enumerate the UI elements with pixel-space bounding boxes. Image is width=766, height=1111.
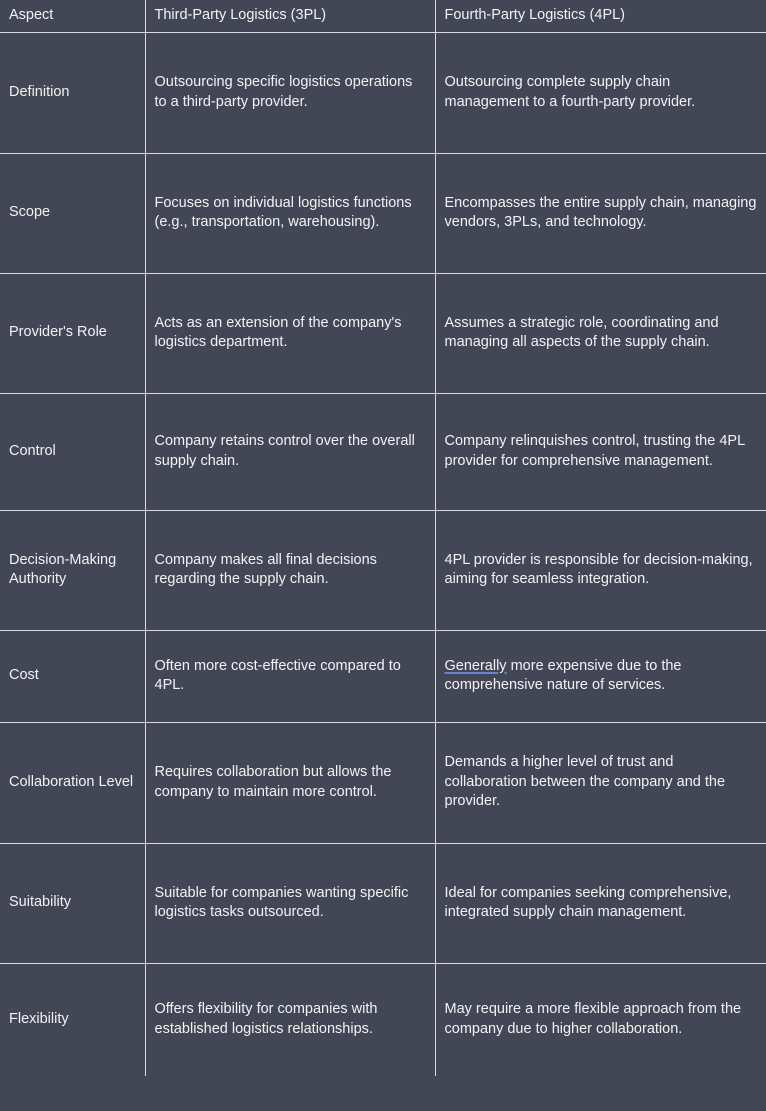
column-header-aspect-label: Aspect (9, 7, 54, 23)
cell-3pl-providers-role (145, 273, 435, 393)
column-header-aspect (0, 0, 145, 32)
row-aspect-decision-making-authority (0, 510, 145, 630)
row-aspect-flexibility (0, 963, 145, 1076)
row-aspect-suitability (0, 843, 145, 963)
cell-text: Requires collaboration but allows the company to maintain more control. (154, 764, 392, 800)
cell-3pl-cost (145, 630, 435, 722)
cell-4pl-providers-role (435, 273, 766, 393)
cell-text (445, 657, 758, 696)
table-row (0, 510, 766, 630)
cell-4pl-flexibility (435, 963, 766, 1076)
cell-3pl-collaboration-level (145, 722, 435, 843)
cell-text: Often more cost-effective compared to 4PL. (154, 657, 401, 694)
cell-4pl-definition (435, 32, 766, 153)
aspect-label: Scope (9, 204, 51, 221)
table-row (0, 32, 766, 153)
cell-text: Outsourcing specific logistics operations to a third-party provider. (154, 74, 413, 110)
table-row (0, 722, 766, 843)
cell-text: Focuses on individual logistics functions (e.g., transportation, warehousing). (154, 194, 412, 231)
aspect-label: Flexibility (9, 1011, 69, 1028)
row-aspect-definition (0, 32, 145, 153)
cell-text: Suitable for companies wanting specific logistics tasks outsourced. (154, 884, 409, 921)
cell-text: Company makes all final decisions regarding the supply chain. (154, 551, 377, 588)
row-aspect-scope (0, 153, 145, 273)
cell-text: Offers flexibility for companies with established logistics relationships. (154, 1001, 378, 1037)
table-row (0, 963, 766, 1076)
aspect-label: Suitability (9, 894, 72, 911)
cell-3pl-suitability (145, 843, 435, 963)
table-row (0, 843, 766, 963)
row-aspect-collaboration-level (0, 722, 145, 843)
cell-text: Company retains control over the overall supply chain. (154, 433, 415, 469)
cell-text-remainder: more expensive due to the comprehensive nature of services. (444, 657, 682, 694)
aspect-label: Cost (9, 667, 39, 684)
cell-text: Demands a higher level of trust and collaboration between the company and the provider. (444, 754, 726, 810)
table-header-row (0, 0, 766, 32)
cell-text: Encompasses the entire supply chain, managing vendors, 3PLs, and technology. (444, 194, 757, 231)
table-row (0, 393, 766, 510)
cell-text: Acts as an extension of the company's logistics department. (154, 314, 402, 351)
cell-4pl-control (435, 393, 766, 510)
aspect-label: Definition (9, 83, 70, 100)
cell-4pl-decision-making-authority (435, 510, 766, 630)
cell-text: Assumes a strategic role, coordinating and managing all aspects of the supply chain. (444, 314, 719, 351)
cell-4pl-scope (435, 153, 766, 273)
cell-text: Ideal for companies seeking comprehensive, integrated supply chain management. (444, 884, 732, 921)
aspect-label: Provider's Role (9, 324, 107, 341)
cell-3pl-flexibility (145, 963, 435, 1076)
cell-text: Outsourcing complete supply chain management to a fourth-party provider. (444, 74, 696, 110)
column-header-3pl (145, 0, 435, 32)
table-row (0, 153, 766, 273)
aspect-label: Control (9, 442, 56, 459)
cell-text: May require a more flexible approach from the company due to higher collaboration. (444, 1001, 742, 1037)
aspect-label: Decision-Making Authority (9, 551, 117, 588)
row-aspect-control (0, 393, 145, 510)
aspect-label: Collaboration Level (9, 773, 134, 790)
table-row (0, 630, 766, 722)
spellcheck-flagged-word[interactable]: Generally (444, 657, 507, 674)
cell-4pl-suitability (435, 843, 766, 963)
row-aspect-cost (0, 630, 145, 722)
cell-text: Company relinquishes control, trusting the 4PL provider for comprehensive management. (444, 433, 745, 469)
cell-text: 4PL provider is responsible for decision-making, aiming for seamless integration. (444, 551, 753, 588)
cell-4pl-collaboration-level (435, 722, 766, 843)
cell-4pl-cost (435, 630, 766, 722)
cell-3pl-scope (145, 153, 435, 273)
row-aspect-providers-role (0, 273, 145, 393)
cell-3pl-definition (145, 32, 435, 153)
column-header-4pl (435, 0, 766, 32)
column-header-3pl-label: Third-Party Logistics (3PL) (154, 7, 327, 23)
column-header-4pl-label: Fourth-Party Logistics (4PL) (444, 7, 626, 23)
cell-3pl-decision-making-authority (145, 510, 435, 630)
table-row (0, 273, 766, 393)
cell-3pl-control (145, 393, 435, 510)
